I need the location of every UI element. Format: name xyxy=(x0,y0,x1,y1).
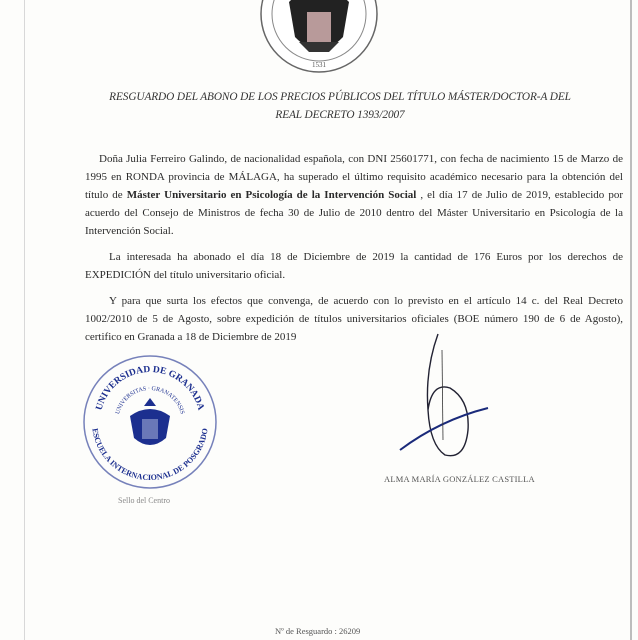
university-crest-logo xyxy=(259,0,379,87)
signer-name: ALMA MARÍA GONZÁLEZ CASTILLA xyxy=(384,474,535,484)
title-line-2: REAL DECRETO 1393/2007 xyxy=(275,109,405,121)
seal-outer-bottom-text: ESCUELA INTERNACIONAL DE POSGRADO xyxy=(90,427,210,483)
document-body xyxy=(85,150,623,354)
university-seal-stamp xyxy=(80,352,220,492)
document-title xyxy=(70,88,610,124)
title-line-1: RESGUARDO DEL ABONO DE LOS PRECIOS PÚBLICOS DEL TÍTULO MÁSTER/DOCTOR-A DEL xyxy=(109,91,571,103)
handwritten-signature xyxy=(370,330,510,470)
seal-inner-text: UNIVERSITAS · GRANATENSIS xyxy=(115,385,185,416)
paragraph-academic-requirement xyxy=(85,150,623,240)
p1-text-a: Doña Julia Ferreiro Galindo, de nacionalidad española, con DNI 25601771, con fecha de nacimiento 15 de Marzo de 1995 en RONDA provincia de MÁLAGA, ha superado el último requisito académico necesario para la obtención del título de xyxy=(85,153,623,201)
p1-text-b: , el día 17 de Julio de 2019, establecido por acuerdo del Consejo de Ministros de fecha 30 de Julio de 2010 dentro del Máster Universitario en Psicología de la Intervención Social. xyxy=(85,189,623,237)
seal-outer-top-text: UNIVERSIDAD DE GRANADA xyxy=(94,364,206,412)
degree-name: Máster Universitario en Psicología de la Intervención Social xyxy=(126,189,417,201)
paragraph-payment: La interesada ha abonado el día 18 de Diciembre de 2019 la cantidad de 176 Euros por los derechos de EXPEDICIÓN del título universitario oficial. xyxy=(85,251,623,281)
page-right-edge xyxy=(630,0,632,640)
paragraph-certification: Y para que surta los efectos que convenga, de acuerdo con lo previsto en el artículo 14 c. del Real Decreto 1002/2010 de 5 de Agosto, sobre expedición de títulos universitarios oficiales (BOE número 190 de 6 de Agosto), certifico en Granada a 18 de Diciembre de 2019 xyxy=(85,295,623,343)
crest-year: 1531 xyxy=(312,61,326,69)
page-left-edge xyxy=(24,0,25,640)
seal-label: Sello del Centro xyxy=(118,496,170,505)
receipt-number: Nº de Resguardo : 26209 xyxy=(275,626,361,636)
